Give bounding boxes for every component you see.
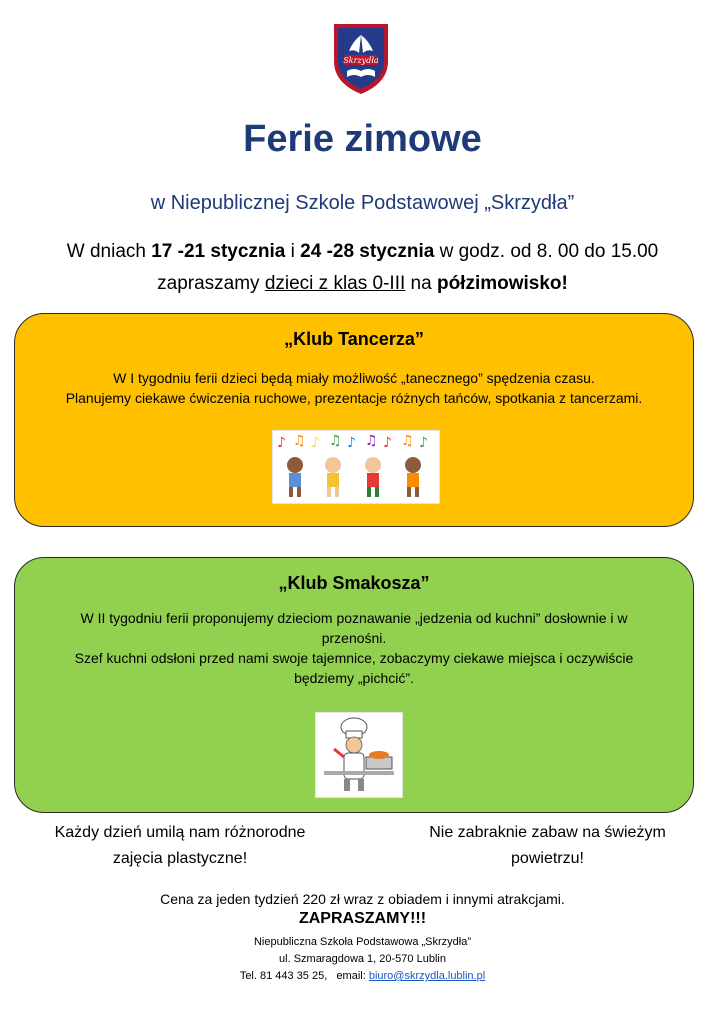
dancer-club-box [14,313,694,527]
cook-club-box [14,557,694,813]
school-logo [331,21,391,97]
svg-text:♪: ♪ [419,435,428,451]
chef-illustration [315,712,403,798]
intro-hours: w godz. od 8. 00 do 15.00 [434,241,659,262]
note-line: Nie zabraknie zabaw na świeżym [429,824,666,841]
svg-text:♫: ♫ [401,433,414,449]
svg-text:♫: ♫ [329,433,342,449]
dancing-kids-illustration [272,430,440,504]
audience: dzieci z klas 0-III [264,273,406,294]
school-name: Niepubliczna Szkoła Podstawowa „Skrzydła” [253,936,472,948]
svg-text:♪: ♪ [311,435,320,451]
description-line: Planujemy ciekawe ćwiczenia ruchowe, prezentacje różnych tańców, spotkania z tancerzami. [65,390,643,406]
intro-text-part: na [405,273,437,294]
intro-text-part: zapraszamy [157,273,265,294]
description-line: W I tygodniu ferii dzieci będą miały możliwość „tanecznego” spędzenia czasu. [113,370,595,386]
description-line: przenośni. [321,630,387,646]
dancer-club-title: „Klub Tancerza” [284,329,424,349]
svg-text:♪: ♪ [277,435,286,451]
dancer-club-description [15,368,693,408]
description-line: będziemy „pichcić”. [294,670,414,686]
svg-text:♪: ♪ [383,435,392,451]
intro-text-part: W dniach [66,241,152,262]
page-title: Ferie zimowe [243,118,482,160]
svg-text:♪: ♪ [347,435,356,451]
school-address: ul. Szmaragdowa 1, 20-570 Lublin [279,953,446,965]
cook-club-description [15,608,693,688]
note-line: zajęcia plastyczne! [112,850,248,867]
event-name: półzimowisko! [436,273,568,294]
intro-text-part: i [285,241,301,262]
cook-club-title: „Klub Smakosza” [278,573,430,593]
note-line: Każdy dzień umilą nam różnorodne [54,824,306,841]
crafts-note [30,820,330,872]
week-one-dates: 17 -21 stycznia [151,241,286,262]
logo-text: Skrzydła [343,56,379,65]
contact-info [0,934,725,985]
invitation-heading: ZAPRASZAMY!!! [298,910,427,927]
svg-text:♫: ♫ [365,433,378,449]
description-line: W II tygodniu ferii proponujemy dzieciom poznawanie „jedzenia od kuchni” dosłownie i w [80,610,628,626]
email-link[interactable]: biuro@skrzydla.lublin.pl [368,970,486,982]
price-info: Cena za jeden tydzień 220 zł wraz z obiadem i innymi atrakcjami. [160,891,565,907]
contact-row [0,968,725,985]
note-line: powietrzu! [511,850,584,867]
outdoor-note [400,820,695,872]
intro-text [0,236,725,300]
subtitle: w Niepublicznej Szkole Podstawowej „Skrzydła” [150,192,575,214]
week-two-dates: 24 -28 stycznia [300,241,435,262]
description-line: Szef kuchni odsłoni przed nami swoje tajemnice, zobaczymy ciekawe miejsca i oczywiście [74,650,634,666]
phone-number: Tel. 81 443 35 25, email: [239,970,369,982]
svg-text:♫: ♫ [293,433,306,449]
